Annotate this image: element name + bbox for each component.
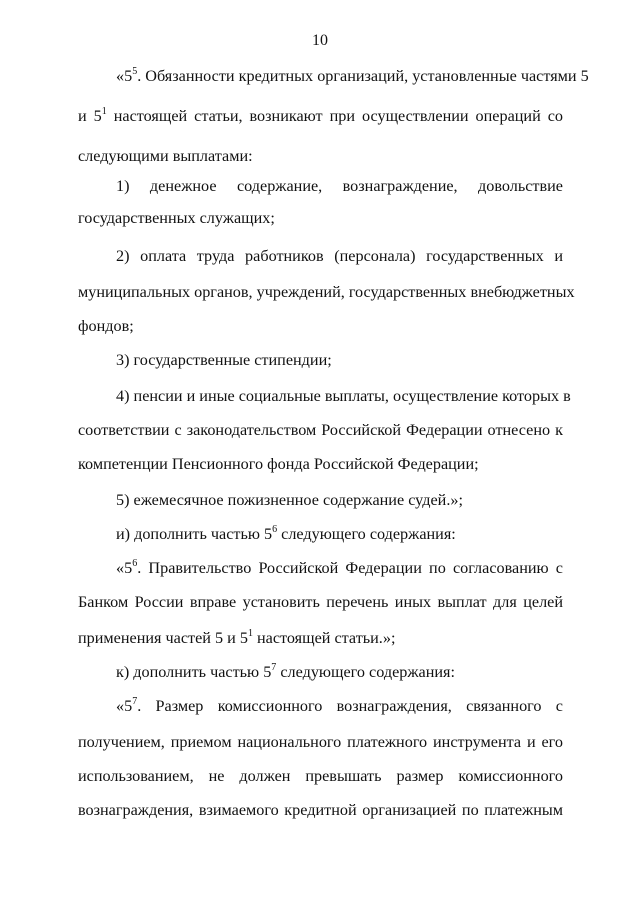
text-run: . Правительство Российской Федерации по согласованию с [137,559,563,577]
text-run: фондов; [78,317,134,335]
superscript: 1 [247,627,253,639]
text-line [78,800,563,820]
superscript: 6 [272,523,278,535]
text-run: компетенции Пенсионного фонда Российской Федерации; [78,455,479,473]
text-line [78,106,563,126]
text-run: 3) государственные стипендии; [116,351,332,369]
superscript: 5 [132,65,138,77]
text-line [116,662,563,682]
text-run: Банком России вправе установить перечень иных выплат для целей [78,593,563,611]
text-run: настоящей статьи, возникают при осуществлении операций со [106,107,564,125]
superscript: 7 [271,661,277,673]
text-line [78,420,563,440]
text-line [78,316,563,336]
text-run: «5 [116,697,133,715]
text-run: 1) денежное содержание, вознаграждение, довольствие [116,177,563,195]
text-run: настоящей статьи.»; [252,629,396,647]
text-line [78,208,563,228]
text-line [78,732,563,752]
text-line [78,628,563,648]
text-line [116,490,563,510]
text-line [116,558,563,578]
text-run: следующими выплатами: [78,147,253,165]
text-run: соответствии с законодательством Российской Федерации отнесено к [78,421,563,439]
text-run: применения частей 5 и 5 [78,629,248,647]
superscript: 7 [132,695,138,707]
text-line [78,146,563,166]
text-line [116,65,589,86]
text-run: к) дополнить частью 5 [116,663,272,681]
text-line [116,246,563,266]
text-run: и) дополнить частью 5 [116,525,273,543]
superscript: 1 [101,105,107,117]
text-line [116,350,563,370]
text-run: . Обязанности кредитных организаций, установленные частями 5 [137,67,589,85]
text-run: «5 [116,67,133,85]
text-run: и 5 [78,107,102,125]
text-run: следующего содержания: [277,525,456,543]
text-line [78,282,575,302]
text-line [116,176,563,196]
text-line [116,696,563,716]
text-run: следующего содержания: [276,663,455,681]
text-run: государственных служащих; [78,209,275,227]
text-run: 4) пенсии и иные социальные выплаты, осуществление которых в [116,387,571,405]
text-run: вознаграждения, взимаемого кредитной организацией по платежным [78,801,563,819]
text-run: 5) ежемесячное пожизненное содержание судей.»; [116,491,463,509]
text-line [78,592,563,612]
text-run: использованием, не должен превышать размер комиссионного [78,767,563,785]
text-line [78,454,563,474]
text-run: 2) оплата труда работников (персонала) государственных и [116,247,563,265]
text-run: «5 [116,559,133,577]
text-line [78,766,563,786]
text-line [116,386,571,406]
text-run: . Размер комиссионного вознаграждения, связанного с [137,697,563,715]
text-line [116,524,563,544]
text-run: муниципальных органов, учреждений, государственных внебюджетных [78,283,575,301]
page-number: 10 [312,32,328,49]
superscript: 6 [132,557,138,569]
text-run: получением, приемом национального платежного инструмента и его [78,733,563,751]
